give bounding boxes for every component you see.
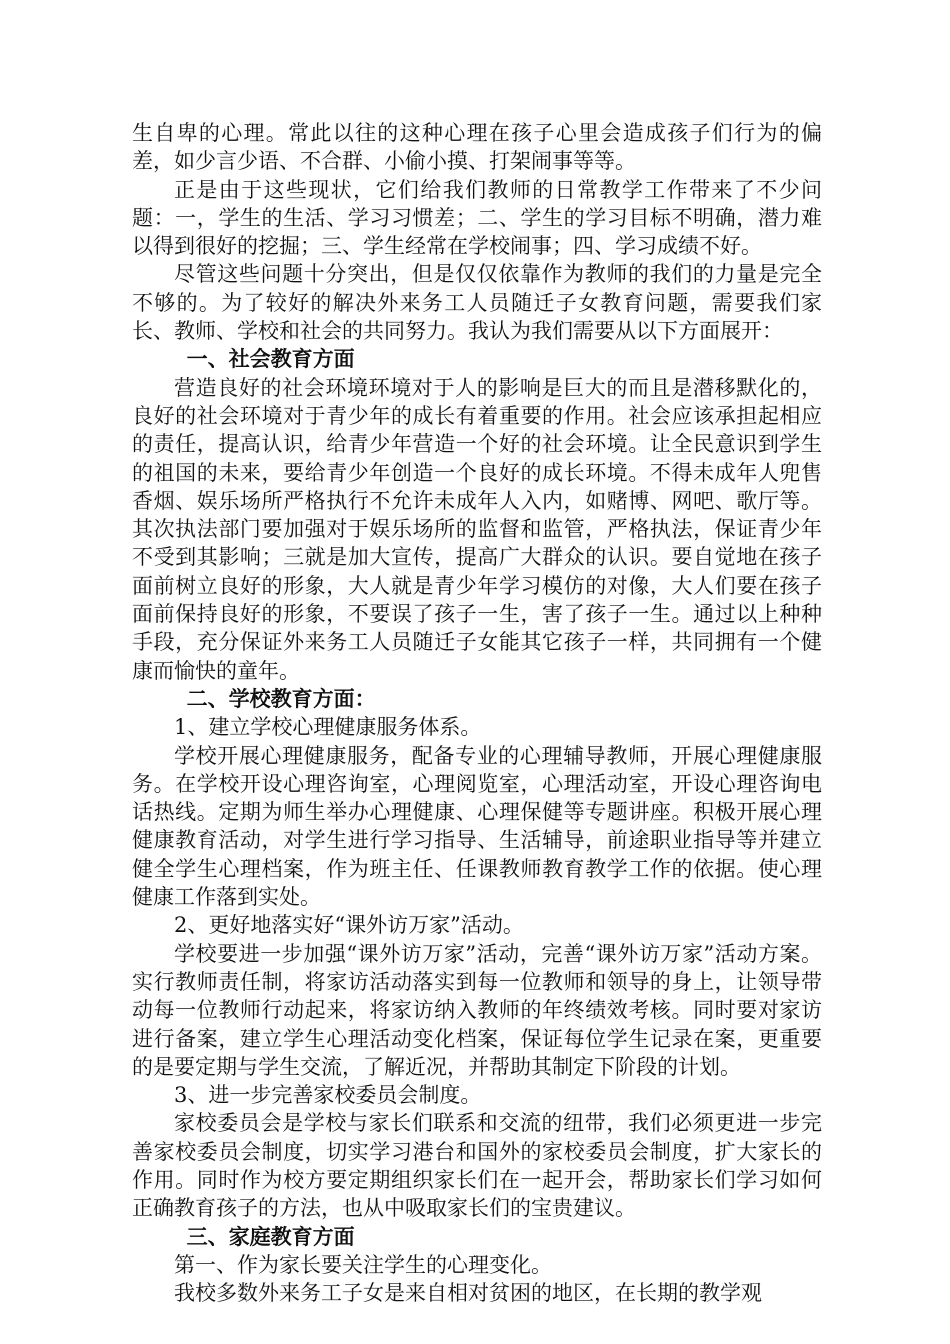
document-body bbox=[132, 119, 822, 1307]
section-heading-school: 二、学校教育方面： bbox=[186, 685, 376, 711]
paragraph: 学校开展心理健康服务，配备专业的心理辅导教师，开展心理健康服务。在学校开设心理咨询室，心理阅览室，心理活动室，开设心理咨询电话热线。定期为师生举办心理健康、心理保健等专题讲座。积极开展心理健康教育活动，对学生进行学习指导、生活辅导，前途职业指导等并建立健全学生心理档案，作为班主任、任课教师教育教学工作的依据。使心理健康工作落到实处。 bbox=[132, 743, 822, 910]
section-heading-social: 一、社会教育方面 bbox=[186, 346, 355, 372]
subsection-item: 1、建立学校心理健康服务体系。 bbox=[174, 715, 482, 740]
paragraph: 营造良好的社会环境环境对于人的影响是巨大的而且是潜移默化的，良好的社会环境对于青少年的成长有着重要的作用。社会应该承担起相应的责任，提高认识，给青少年营造一个好的社会环境。让全民意识到学生的祖国的未来，要给青少年创造一个良好的成长环境。不得未成年人兜售香烟、娱乐场所严格执行不允许未成年人入内，如赌博、网吧、歌厅等。其次执法部门要加强对于娱乐场所的监督和监管，严格执法，保证青少年不受到其影响；三就是加大宣传，提高广大群众的认识。要自觉地在孩子面前树立良好的形象，大人就是青少年学习模仿的对像，大人们要在孩子面前保持良好的形象，不要误了孩子一生，害了孩子一生。通过以上种种手段，充分保证外来务工人员随迁子女能其它孩子一样，共同拥有一个健康而愉快的童年。 bbox=[132, 375, 822, 683]
paragraph: 生自卑的心理。常此以往的这种心理在孩子心里会造成孩子们行为的偏差，如少言少语、不合群、小偷小摸、打架闹事等等。 bbox=[132, 121, 822, 174]
paragraph: 正是由于这些现状，它们给我们教师的日常教学工作带来了不少问题：一，学生的生活、学习习惯差；二、学生的学习目标不明确，潜力难以得到很好的挖掘；三、学生经常在学校闹事；四、学习成绩不好。 bbox=[132, 177, 822, 259]
subsection-item: 第一、作为家长要关注学生的心理变化。 bbox=[174, 1252, 552, 1277]
subsection-item: 3、进一步完善家校委员会制度。 bbox=[174, 1083, 482, 1108]
paragraph: 学校要进一步加强“课外访万家”活动，完善“课外访万家”活动方案。实行教师责任制，将家访活动落实到每一位教师和领导的身上，让领导带动每一位教师行动起来，将家访纳入教师的年终绩效考核。同时要对家访进行备案，建立学生心理活动变化档案，保证每位学生记录在案，更重要的是要定期与学生交流，了解近况，并帮助其制定下阶段的计划。 bbox=[132, 941, 822, 1079]
paragraph: 我校多数外来务工子女是来自相对贫困的地区，在长期的教学观 bbox=[174, 1281, 762, 1306]
paragraph: 尽管这些问题十分突出，但是仅仅依靠作为教师的我们的力量是完全不够的。为了较好的解决外来务工人员随迁子女教育问题，需要我们家长、教师、学校和社会的共同努力。我认为我们需要从以下方面展开： bbox=[132, 262, 822, 344]
section-heading-family: 三、家庭教育方面 bbox=[186, 1223, 355, 1249]
paragraph: 家校委员会是学校与家长们联系和交流的纽带，我们必须更进一步完善家校委员会制度，切实学习港台和国外的家校委员会制度，扩大家长的作用。同时作为校方要定期组织家长们在一起开会，帮助家长们学习如何正确教育孩子的方法，也从中吸取家长们的宝贵建议。 bbox=[132, 1111, 822, 1221]
subsection-item: 2、更好地落实好“课外访万家”活动。 bbox=[174, 913, 524, 938]
